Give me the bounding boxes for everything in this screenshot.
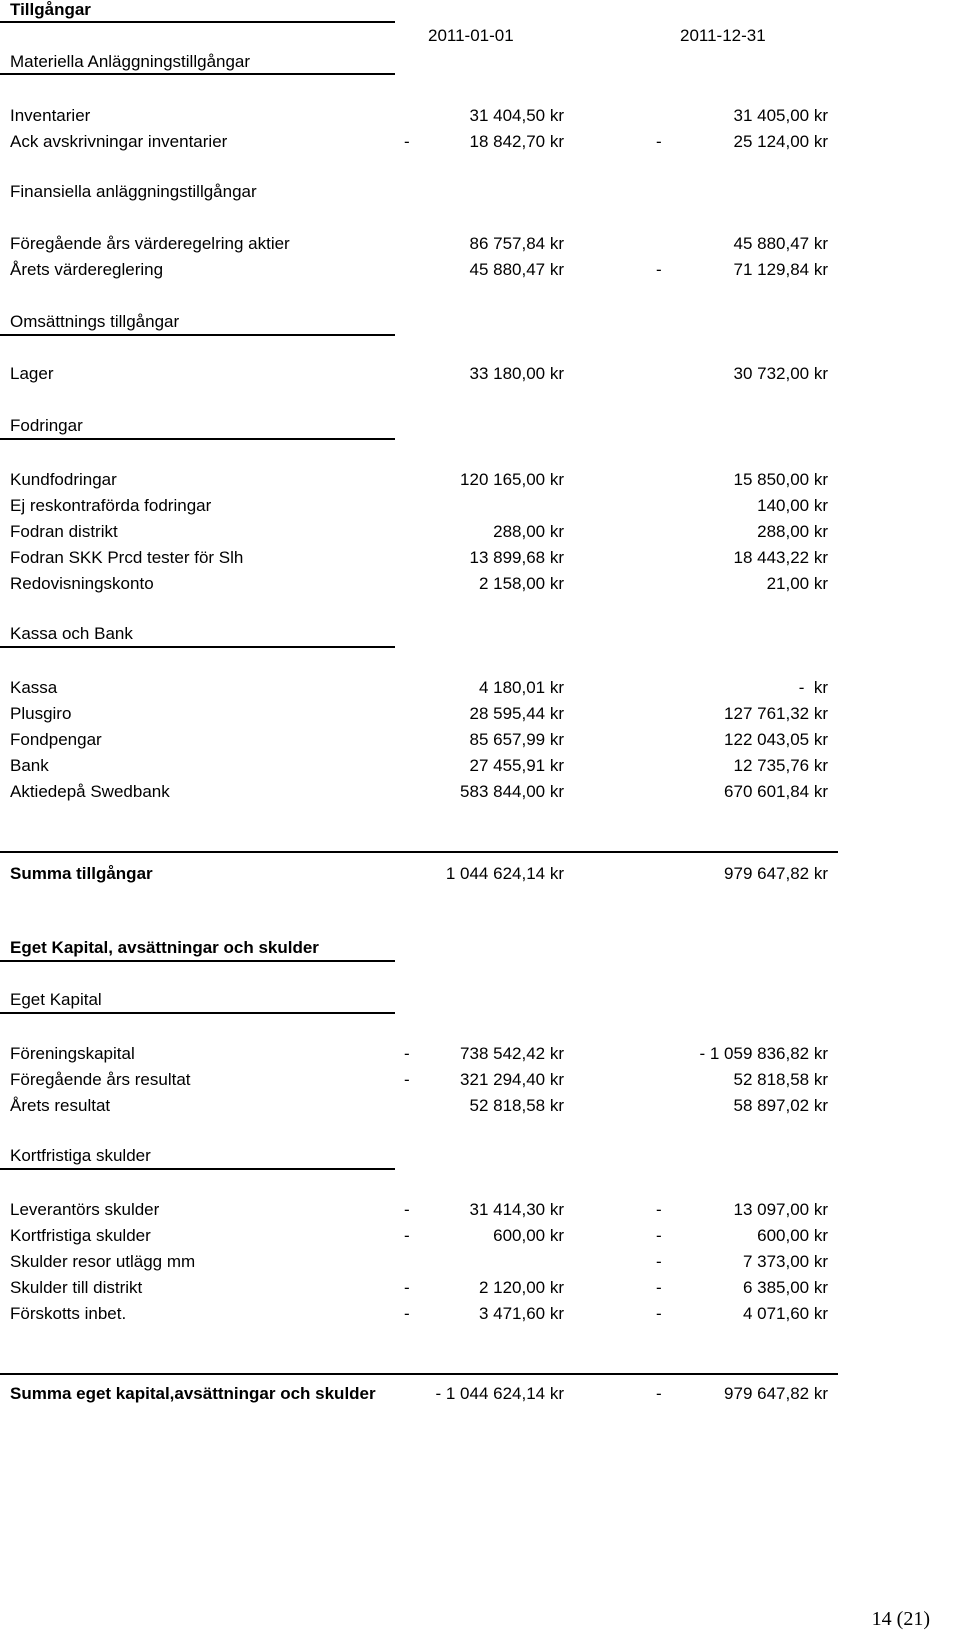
row-label: Kortfristiga skulder <box>10 1226 151 1245</box>
amount-2011-12-31: 31 405,00 kr <box>733 106 828 125</box>
row-label: Fodran SKK Prcd tester för Slh <box>10 548 244 567</box>
row-label: Skulder resor utlägg mm <box>10 1252 196 1271</box>
column-header-2011-12-31: 2011-12-31 <box>680 26 766 45</box>
section-rule <box>0 1168 395 1170</box>
amount-2011-12-31: 18 443,22 kr <box>733 548 828 567</box>
table-row <box>0 230 960 257</box>
table-row <box>0 752 960 779</box>
section-rule <box>0 334 395 336</box>
amount-2011-01-01: 738 542,42 kr <box>460 1044 564 1063</box>
amount-2011-12-31: - kr <box>798 678 828 697</box>
amount-2011-12-31: 58 897,02 kr <box>733 1096 828 1115</box>
table-row <box>0 1196 960 1223</box>
sign-2011-01-01: - <box>404 1044 410 1063</box>
section-heading: Kassa och Bank <box>10 624 133 643</box>
section-rule <box>0 1012 395 1014</box>
section-title: Eget Kapital, avsättningar och skulder <box>10 938 319 957</box>
amount-2011-01-01: 85 657,99 kr <box>469 730 564 749</box>
amount-2011-01-01: 583 844,00 kr <box>460 782 564 801</box>
amount-2011-12-31: 600,00 kr <box>757 1226 828 1245</box>
table-row <box>0 1066 960 1093</box>
section-heading: Finansiella anläggningstillgångar <box>10 182 257 201</box>
total-row <box>0 860 960 887</box>
row-label: Kundfodringar <box>10 470 117 489</box>
section-heading: Omsättnings tillgångar <box>10 312 180 331</box>
amount-2011-01-01: 86 757,84 kr <box>469 234 564 253</box>
amount-2011-01-01: 600,00 kr <box>493 1226 564 1245</box>
amount-2011-01-01: 27 455,91 kr <box>469 756 564 775</box>
sign-2011-12-31: - <box>656 1278 662 1297</box>
section-rule <box>0 438 395 440</box>
amount-2011-01-01: 1 044 624,14 kr <box>445 864 564 883</box>
sign-2011-01-01: - <box>404 1226 410 1245</box>
row-label: Årets värdereglering <box>10 260 164 279</box>
amount-2011-12-31: 979 647,82 kr <box>724 1384 828 1403</box>
amount-2011-01-01: 3 471,60 kr <box>478 1304 564 1323</box>
amount-2011-01-01: 4 180,01 kr <box>478 678 564 697</box>
amount-2011-12-31: 12 735,76 kr <box>733 756 828 775</box>
amount-2011-12-31: 13 097,00 kr <box>733 1200 828 1219</box>
total-label: Summa eget kapital,avsättningar och skulder <box>10 1384 376 1403</box>
table-row <box>0 1300 960 1327</box>
amount-2011-01-01: - 1 044 624,14 kr <box>435 1384 564 1403</box>
section-heading: Kortfristiga skulder <box>10 1146 151 1165</box>
sign-2011-12-31: - <box>656 1200 662 1219</box>
section-heading: Eget Kapital <box>10 990 102 1009</box>
table-row <box>0 360 960 387</box>
total-rule <box>0 1373 838 1375</box>
row-label: Föregående års resultat <box>10 1070 191 1089</box>
table-row <box>0 674 960 701</box>
sign-2011-12-31: - <box>656 132 662 151</box>
amount-2011-01-01: 2 120,00 kr <box>478 1278 564 1297</box>
amount-2011-12-31: 288,00 kr <box>757 522 828 541</box>
row-label: Fodran distrikt <box>10 522 118 541</box>
total-row <box>0 1380 960 1407</box>
section-heading: Materiella Anläggningstillgångar <box>10 52 251 71</box>
section-rule <box>0 960 395 962</box>
amount-2011-12-31: 979 647,82 kr <box>724 864 828 883</box>
table-row <box>0 256 960 283</box>
table-row <box>0 128 960 155</box>
row-label: Skulder till distrikt <box>10 1278 143 1297</box>
amount-2011-12-31: 45 880,47 kr <box>733 234 828 253</box>
amount-2011-01-01: 28 595,44 kr <box>469 704 564 723</box>
amount-2011-12-31: 25 124,00 kr <box>733 132 828 151</box>
table-row <box>0 1222 960 1249</box>
amount-2011-12-31: 6 385,00 kr <box>742 1278 828 1297</box>
row-label: Bank <box>10 756 49 775</box>
section-heading: Fodringar <box>10 416 83 435</box>
amount-2011-01-01: 13 899,68 kr <box>469 548 564 567</box>
sign-2011-01-01: - <box>404 1200 410 1219</box>
table-row <box>0 518 960 545</box>
amount-2011-12-31: 4 071,60 kr <box>742 1304 828 1323</box>
page-number: 14 (21) <box>871 1608 930 1630</box>
amount-2011-12-31: 21,00 kr <box>766 574 828 593</box>
table-row <box>0 102 960 129</box>
sign-2011-12-31: - <box>656 1384 662 1403</box>
table-row <box>0 492 960 519</box>
table-row <box>0 1040 960 1067</box>
sign-2011-01-01: - <box>404 1278 410 1297</box>
amount-2011-12-31: 15 850,00 kr <box>733 470 828 489</box>
row-label: Aktiedepå Swedbank <box>10 782 170 801</box>
amount-2011-12-31: 52 818,58 kr <box>733 1070 828 1089</box>
column-header-2011-01-01: 2011-01-01 <box>428 26 514 45</box>
sign-2011-12-31: - <box>656 1226 662 1245</box>
sign-2011-01-01: - <box>404 132 410 151</box>
sign-2011-01-01: - <box>404 1070 410 1089</box>
row-label: Föregående års värderegelring aktier <box>10 234 290 253</box>
table-row <box>0 1274 960 1301</box>
total-rule <box>0 851 838 853</box>
row-label: Ack avskrivningar inventarier <box>10 132 228 151</box>
amount-2011-01-01: 45 880,47 kr <box>469 260 564 279</box>
row-label: Årets resultat <box>10 1096 111 1115</box>
table-row <box>0 778 960 805</box>
amount-2011-12-31: 122 043,05 kr <box>724 730 828 749</box>
amount-2011-01-01: 31 404,50 kr <box>469 106 564 125</box>
total-label: Summa tillgångar <box>10 864 153 883</box>
table-row <box>0 1092 960 1119</box>
amount-2011-12-31: 140,00 kr <box>757 496 828 515</box>
amount-2011-01-01: 18 842,70 kr <box>469 132 564 151</box>
amount-2011-01-01: 2 158,00 kr <box>478 574 564 593</box>
sign-2011-01-01: - <box>404 1304 410 1323</box>
table-row <box>0 570 960 597</box>
row-label: Föreningskapital <box>10 1044 135 1063</box>
row-label: Leverantörs skulder <box>10 1200 160 1219</box>
row-label: Förskotts inbet. <box>10 1304 127 1323</box>
sign-2011-12-31: - <box>656 1252 662 1271</box>
row-label: Lager <box>10 364 54 383</box>
amount-2011-01-01: 120 165,00 kr <box>460 470 564 489</box>
row-label: Ej reskontraförda fodringar <box>10 496 212 515</box>
table-row <box>0 1248 960 1275</box>
row-label: Fondpengar <box>10 730 102 749</box>
table-row <box>0 466 960 493</box>
amount-2011-12-31: 71 129,84 kr <box>733 260 828 279</box>
table-row <box>0 726 960 753</box>
amount-2011-01-01: 288,00 kr <box>493 522 564 541</box>
section-rule <box>0 73 395 75</box>
amount-2011-12-31: 127 761,32 kr <box>724 704 828 723</box>
amount-2011-01-01: 52 818,58 kr <box>469 1096 564 1115</box>
amount-2011-01-01: 33 180,00 kr <box>469 364 564 383</box>
table-row <box>0 700 960 727</box>
row-label: Redovisningskonto <box>10 574 154 593</box>
sign-2011-12-31: - <box>656 1304 662 1323</box>
amount-2011-12-31: 7 373,00 kr <box>742 1252 828 1271</box>
row-label: Kassa <box>10 678 58 697</box>
row-label: Inventarier <box>10 106 91 125</box>
table-row <box>0 544 960 571</box>
sign-2011-12-31: - <box>656 260 662 279</box>
section-rule <box>0 646 395 648</box>
row-label: Plusgiro <box>10 704 72 723</box>
amount-2011-01-01: 31 414,30 kr <box>469 1200 564 1219</box>
amount-2011-12-31: 670 601,84 kr <box>724 782 828 801</box>
amount-2011-01-01: 321 294,40 kr <box>460 1070 564 1089</box>
amount-2011-12-31: - 1 059 836,82 kr <box>699 1044 828 1063</box>
amount-2011-12-31: 30 732,00 kr <box>733 364 828 383</box>
page-title: Tillgångar <box>10 0 91 19</box>
